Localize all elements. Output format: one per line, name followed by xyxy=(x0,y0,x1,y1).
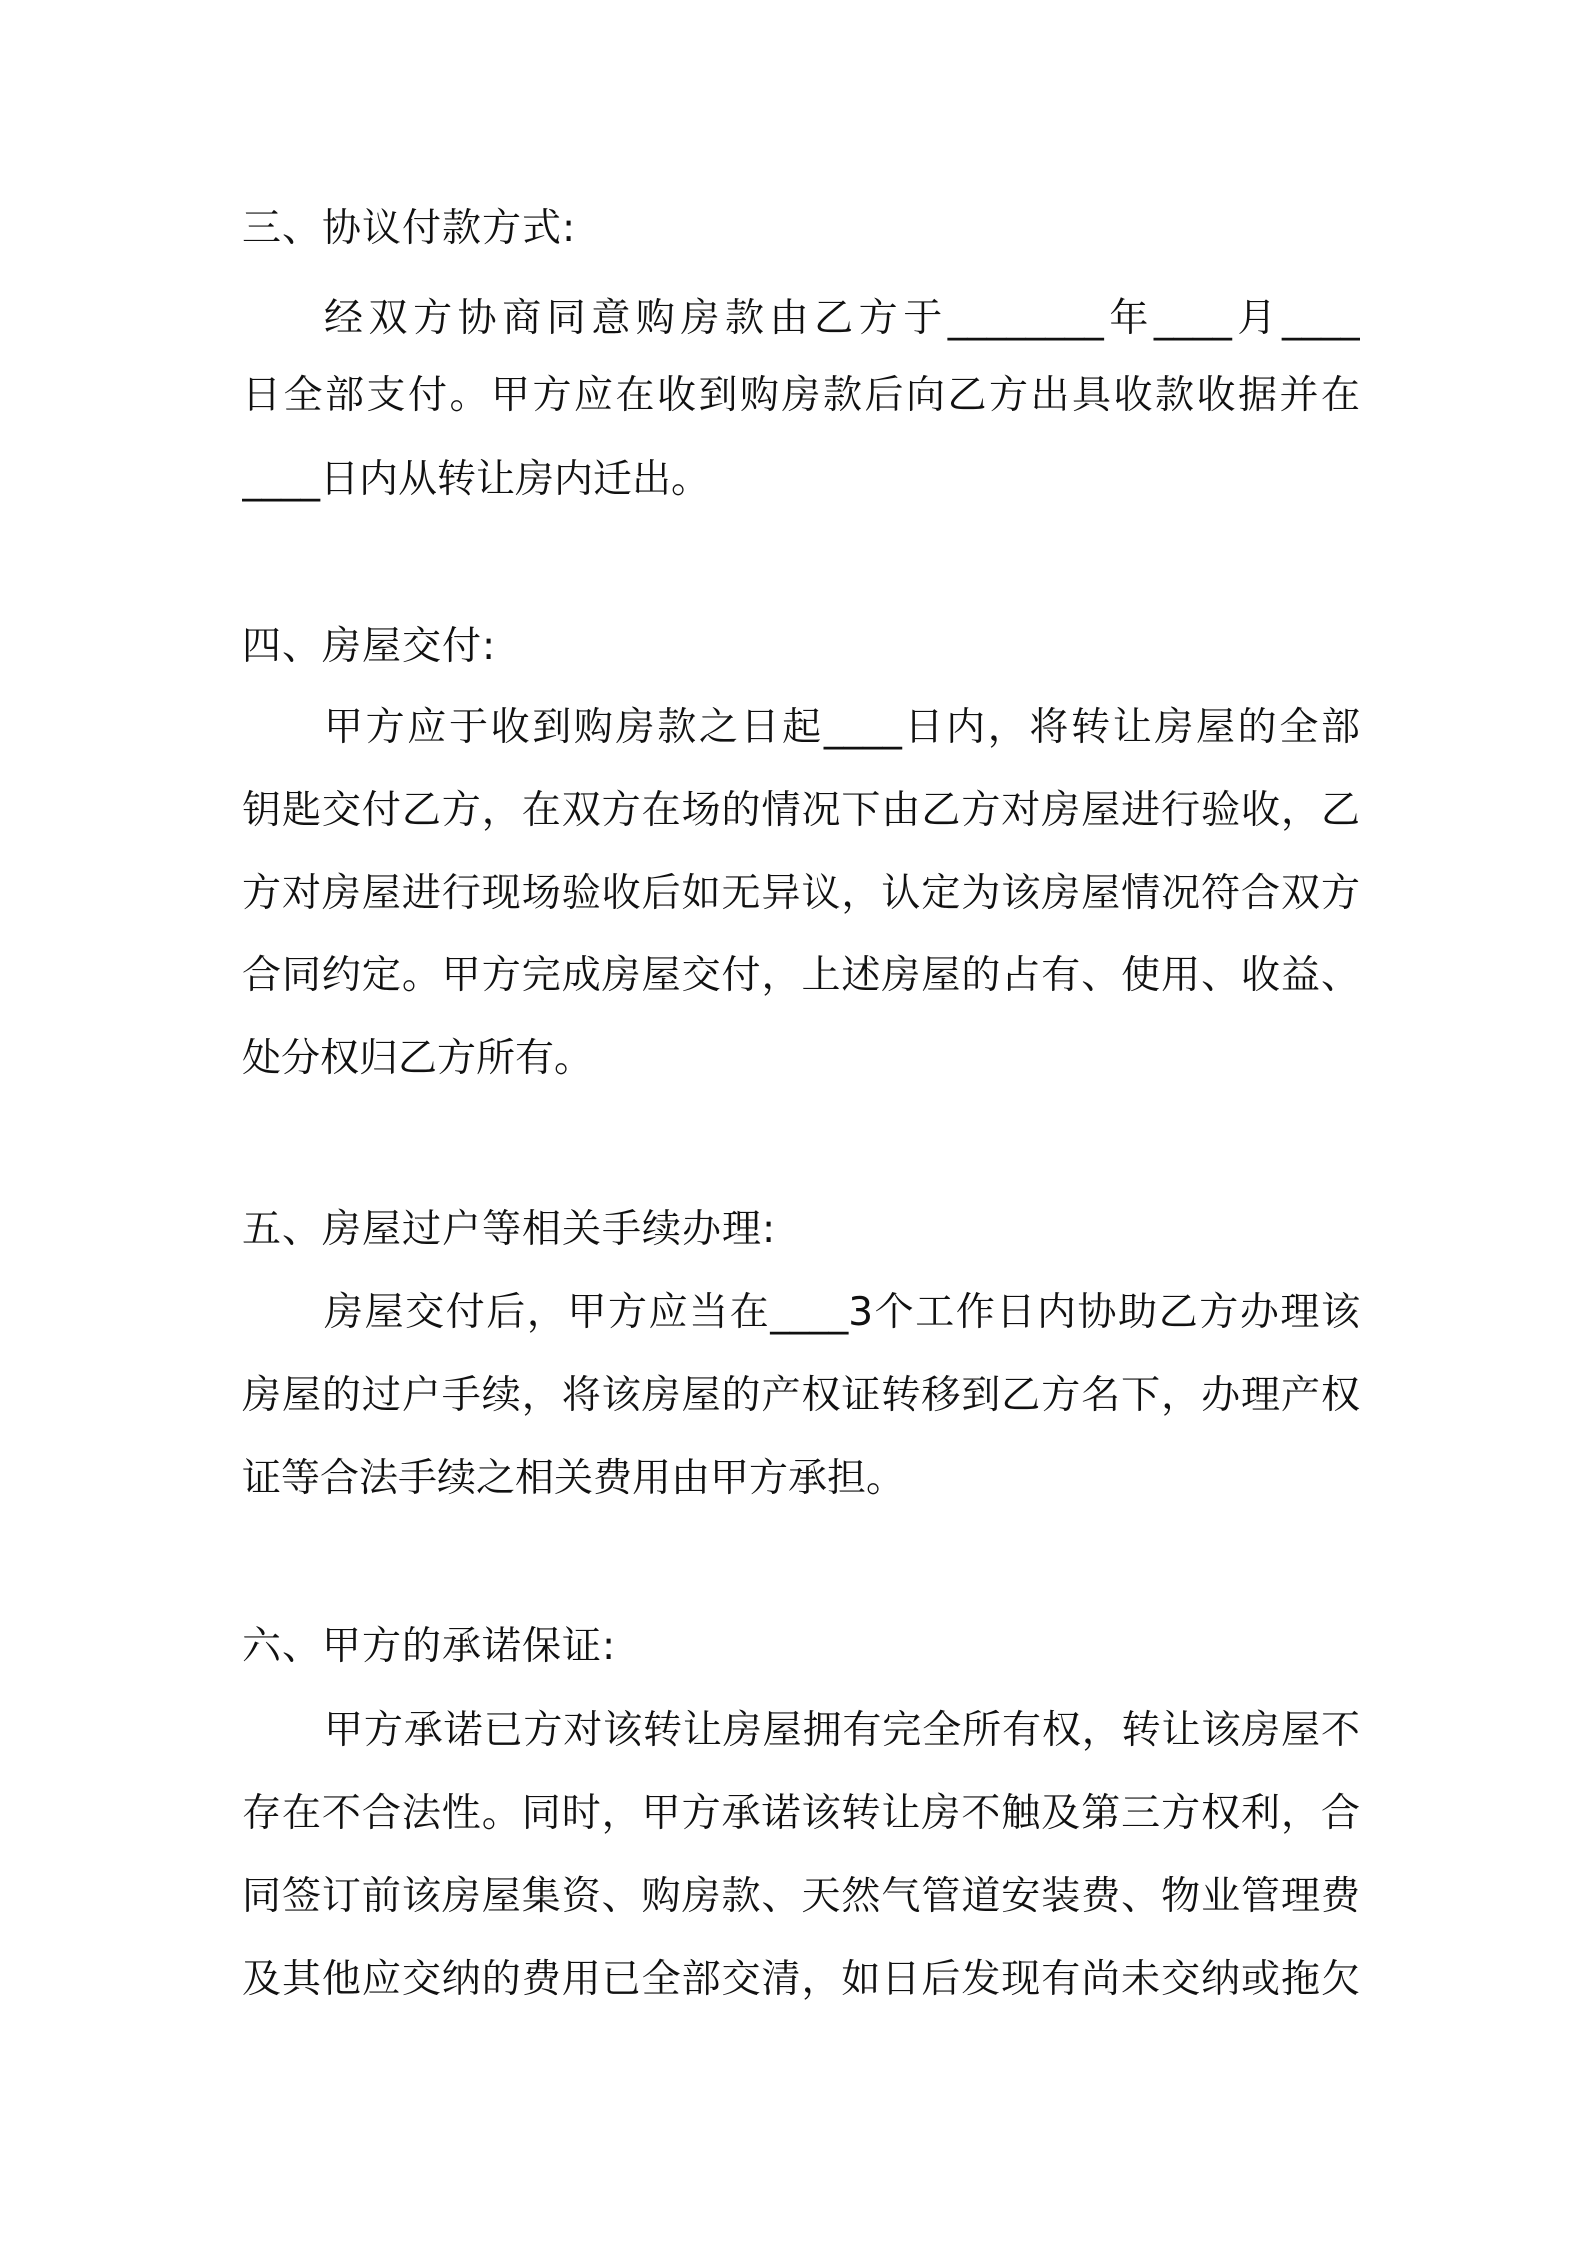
paragraph-line: 处分权归乙方所有。 xyxy=(242,1036,594,1081)
section-heading-payment: 三、协议付款方式: xyxy=(242,206,577,251)
section-heading-guarantee: 六、甲方的承诺保证: xyxy=(242,1624,617,1669)
paragraph-line: 证等合法手续之相关费用由甲方承担。 xyxy=(242,1456,906,1501)
paragraph-line: ____日内从转让房内迁出。 xyxy=(242,457,711,502)
paragraph-line: 甲方应于收到购房款之日起____日内，将转让房屋的全部 xyxy=(324,705,1360,750)
paragraph-line: 经双方协商同意购房款由乙方于________年____月____ xyxy=(324,296,1360,341)
paragraph-line: 钥匙交付乙方，在双方在场的情况下由乙方对房屋进行验收，乙 xyxy=(242,788,1360,833)
paragraph-line: 房屋的过户手续，将该房屋的产权证转移到乙方名下，办理产权 xyxy=(242,1373,1360,1418)
section-heading-transfer: 五、房屋过户等相关手续办理: xyxy=(242,1207,777,1252)
paragraph-line: 及其他应交纳的费用已全部交清，如日后发现有尚未交纳或拖欠 xyxy=(242,1957,1360,2002)
paragraph-line: 甲方承诺已方对该转让房屋拥有完全所有权，转让该房屋不 xyxy=(324,1708,1360,1753)
paragraph-line: 同签订前该房屋集资、购房款、天然气管道安装费、物业管理费 xyxy=(242,1874,1360,1919)
section-heading-delivery: 四、房屋交付: xyxy=(242,624,497,669)
paragraph-line: 方对房屋进行现场验收后如无异议，认定为该房屋情况符合双方 xyxy=(242,871,1360,916)
paragraph-line: 房屋交付后，甲方应当在____3个工作日内协助乙方办理该 xyxy=(324,1290,1360,1335)
paragraph-line: 日全部支付。甲方应在收到购房款后向乙方出具收款收据并在 xyxy=(242,373,1360,418)
paragraph-line: 合同约定。甲方完成房屋交付，上述房屋的占有、使用、收益、 xyxy=(242,953,1360,998)
paragraph-line: 存在不合法性。同时，甲方承诺该转让房不触及第三方权利，合 xyxy=(242,1791,1360,1836)
